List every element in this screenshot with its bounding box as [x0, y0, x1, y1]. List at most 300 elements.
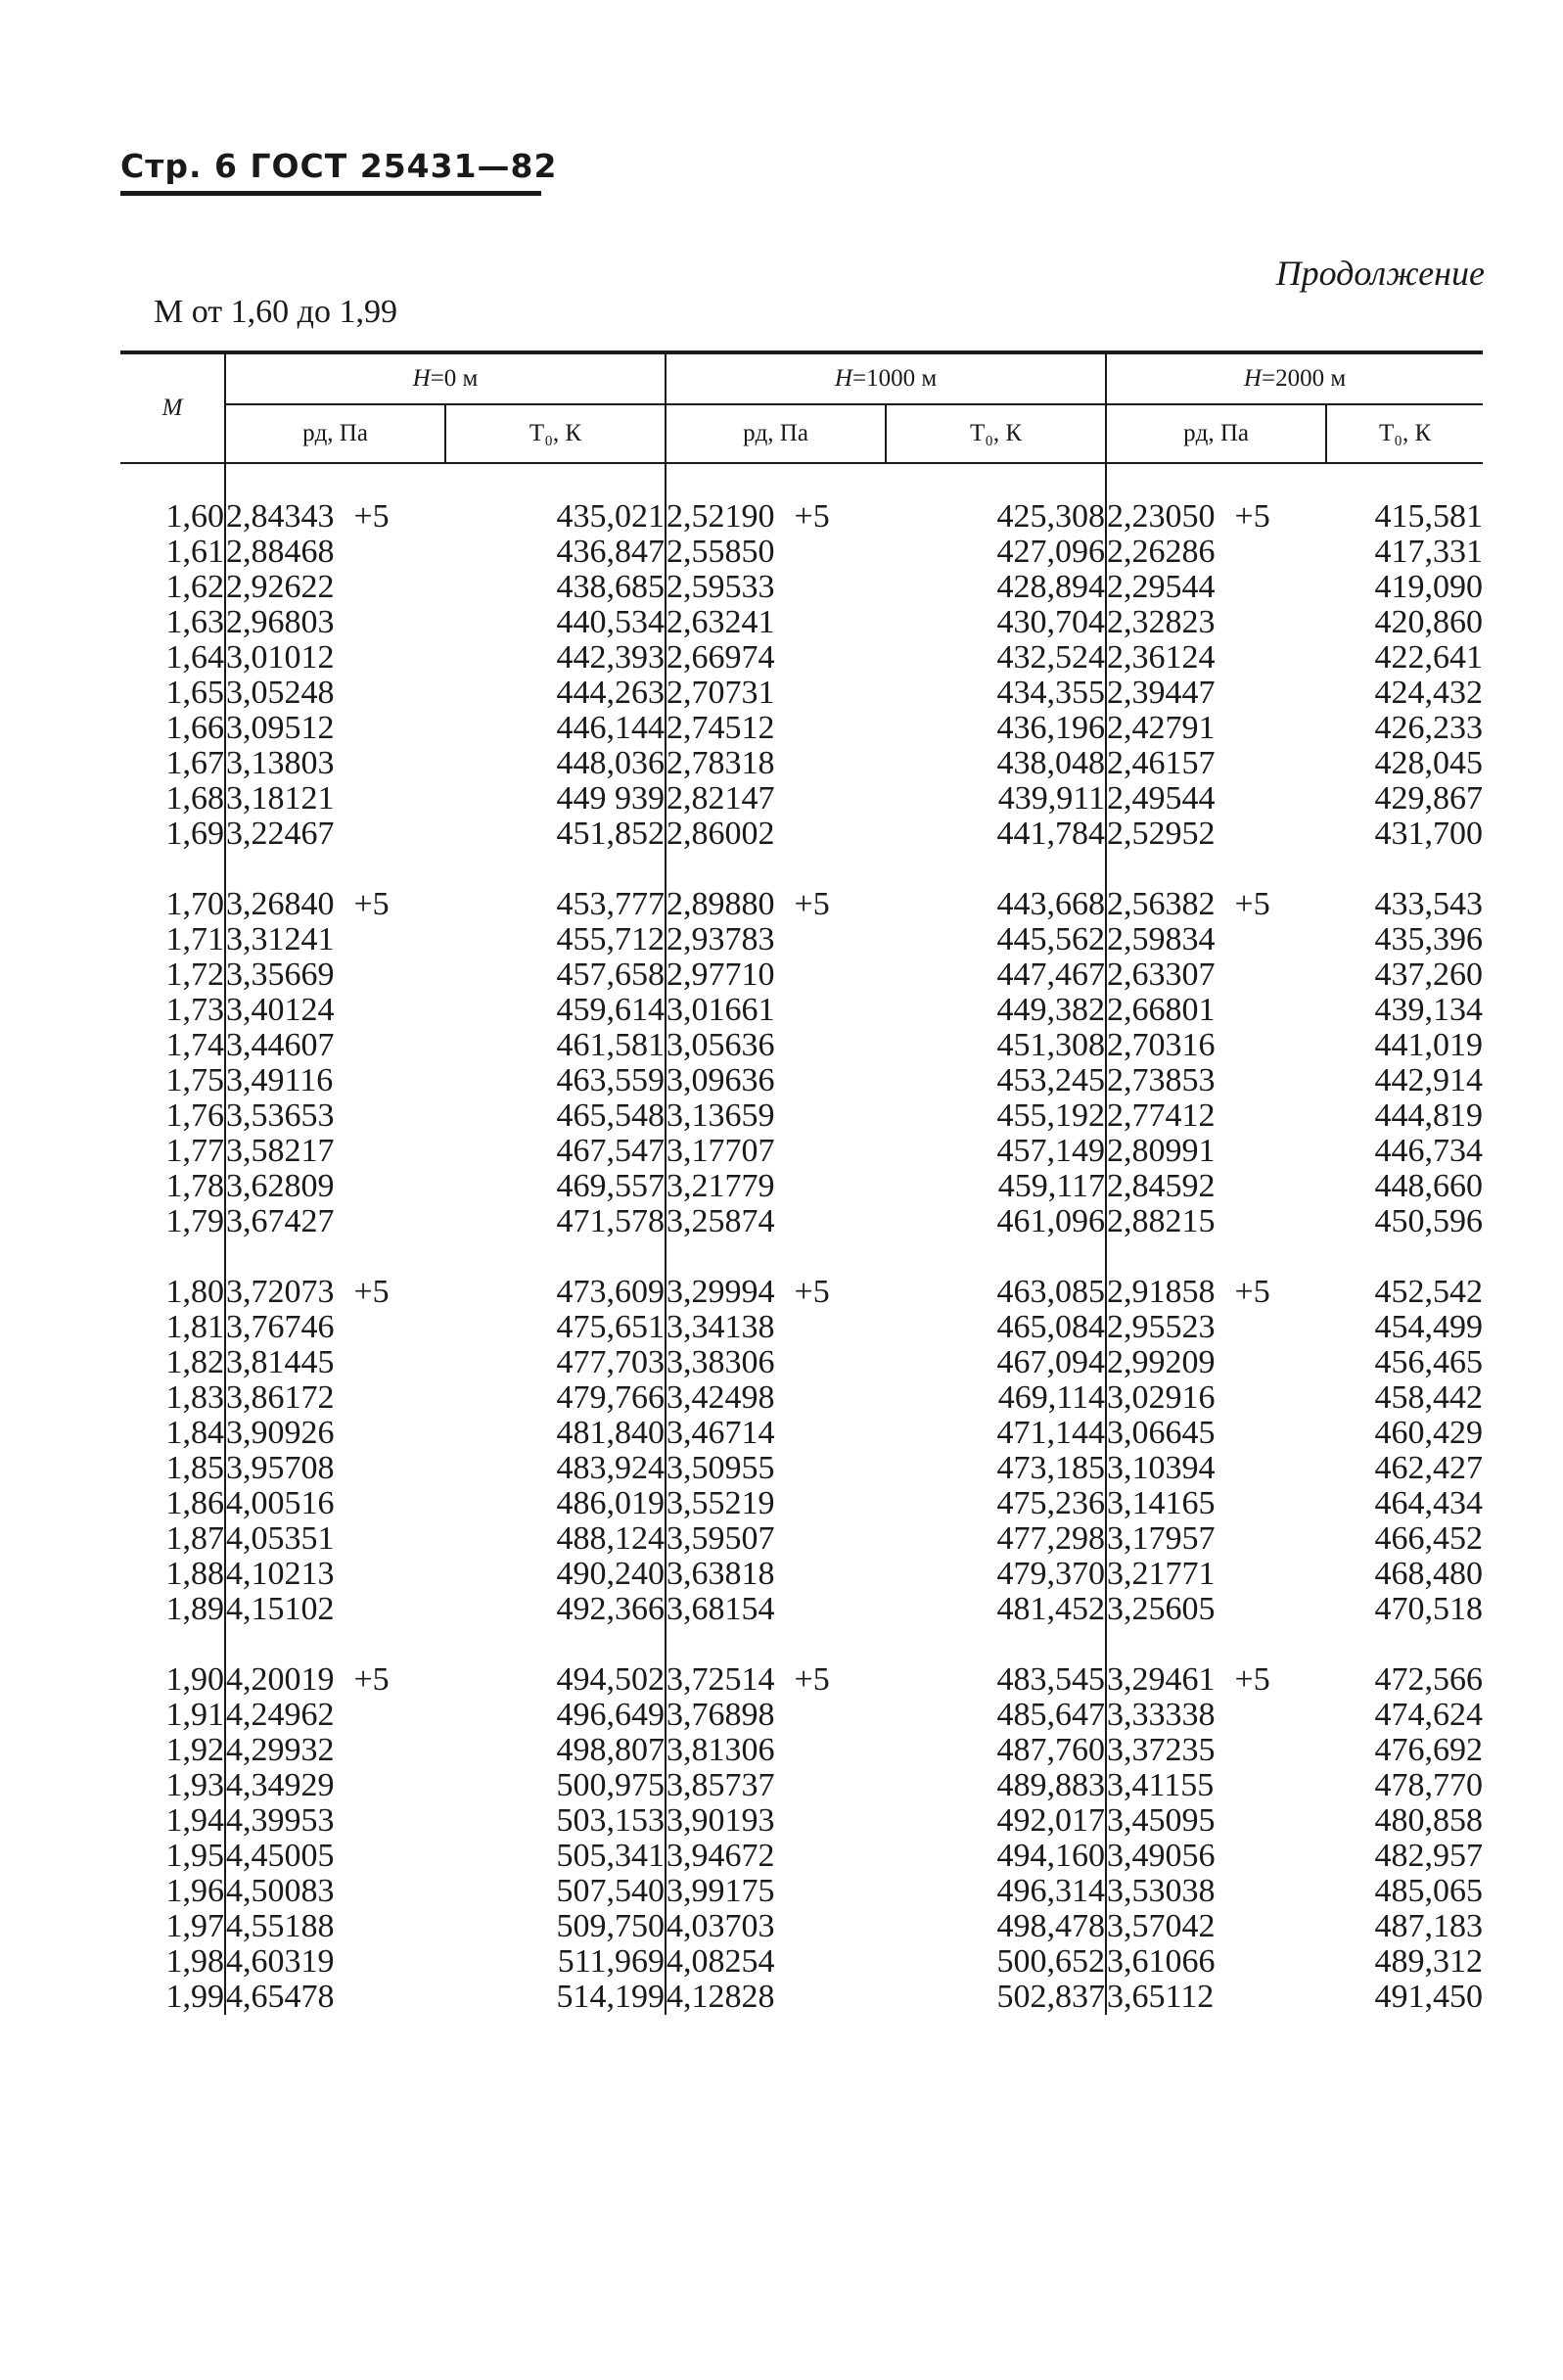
pressure-cell-h0	[225, 1698, 445, 1733]
spacer-cell	[886, 463, 1106, 499]
cell-value: 1,87	[165, 1520, 224, 1557]
temperature-cell-h2000	[1326, 1451, 1483, 1486]
cell-value: 3,05636	[667, 1027, 775, 1063]
temperature-cell-h2000	[1326, 640, 1483, 676]
cell-value: 436,847	[556, 534, 666, 570]
table-row	[120, 993, 1483, 1028]
page-header-text	[120, 147, 557, 185]
cell-value: 4,05351	[226, 1520, 335, 1557]
temperature-cell-h2000	[1326, 1134, 1483, 1169]
pressure-cell-h2000	[1106, 1733, 1326, 1768]
cell-value: 3,59507	[667, 1520, 775, 1557]
cell-value: 2,84592	[1107, 1168, 1216, 1204]
cell-value: 472,566	[1374, 1661, 1484, 1698]
cell-value: 1,86	[165, 1485, 224, 1521]
cell-value: 3,02916	[1107, 1379, 1216, 1416]
cell-value: 2,63241	[667, 604, 775, 640]
cell-value: 3,63818	[667, 1556, 775, 1592]
cell-value: 439,134	[1374, 992, 1484, 1028]
cell-value: 465,084	[996, 1309, 1106, 1345]
cell-value: 1,69	[165, 816, 224, 852]
temperature-cell-h2000	[1326, 711, 1483, 746]
cell-value: 1,67	[165, 745, 224, 781]
cell-value: 438,048	[996, 745, 1106, 781]
cell-value: 2,56382	[1107, 886, 1216, 922]
cell-value: 3,40124	[226, 992, 335, 1028]
temperature-cell-h0	[445, 1839, 666, 1874]
mach-cell	[120, 1768, 225, 1803]
cell-value: 2,95523	[1107, 1309, 1216, 1345]
pressure-cell-h2000	[1106, 1768, 1326, 1803]
temperature-cell-h1000	[886, 1909, 1106, 1944]
cell-value: 1,96	[165, 1873, 224, 1909]
cell-value: 479,370	[996, 1556, 1106, 1592]
pressure-cell-h2000	[1106, 1345, 1326, 1380]
cell-value: 464,434	[1374, 1485, 1484, 1521]
table-row	[120, 1592, 1483, 1627]
mach-cell	[120, 1839, 225, 1874]
temperature-cell-h1000	[886, 1380, 1106, 1416]
temperature-cell-h0	[445, 1521, 666, 1557]
group-label: =1000 м	[851, 365, 938, 392]
cell-value: 3,67427	[226, 1203, 335, 1239]
pressure-cell-h0	[225, 1451, 445, 1486]
cell-value: 3,18121	[226, 780, 335, 817]
mach-cell	[120, 1275, 225, 1310]
temperature-cell-h1000	[886, 1028, 1106, 1063]
cell-value: 491,450	[1374, 1979, 1484, 2015]
cell-value: 4,00516	[226, 1485, 335, 1521]
exponent-marker: +5	[353, 1661, 390, 1698]
cell-value: 1,91	[165, 1697, 224, 1733]
cell-value: 500,975	[556, 1767, 666, 1803]
cell-value: 3,95708	[226, 1450, 335, 1486]
cell-value: 3,46714	[667, 1415, 775, 1451]
pressure-cell-h1000	[666, 711, 886, 746]
temperature-cell-h1000	[886, 1063, 1106, 1098]
spacer-cell	[120, 1627, 225, 1662]
cell-value: 447,467	[996, 957, 1106, 993]
table-row	[120, 1768, 1483, 1803]
cell-value: 441,784	[996, 816, 1106, 852]
pressure-cell-h1000	[666, 640, 886, 676]
cell-value: 427,096	[996, 534, 1106, 570]
table-row	[120, 1451, 1483, 1486]
temperature-cell-h2000	[1326, 1874, 1483, 1909]
temperature-cell-h1000	[886, 1803, 1106, 1839]
cell-value: 468,480	[1374, 1556, 1484, 1592]
temperature-cell-h1000	[886, 1557, 1106, 1592]
pressure-cell-h1000	[666, 887, 886, 922]
cell-value: 2,92622	[226, 569, 335, 605]
temperature-cell-h0	[445, 1980, 666, 2015]
cell-value: 4,15102	[226, 1591, 335, 1627]
mach-cell	[120, 1980, 225, 2015]
temperature-cell-h0	[445, 1380, 666, 1416]
temperature-cell-h0	[445, 1662, 666, 1698]
pressure-cell-h0	[225, 1098, 445, 1134]
cell-value: 453,777	[556, 886, 666, 922]
cell-value: 436,196	[996, 710, 1106, 746]
pressure-cell-h0	[225, 676, 445, 711]
cell-value: 498,478	[996, 1908, 1106, 1944]
temperature-cell-h1000	[886, 1486, 1106, 1521]
table-row	[120, 1169, 1483, 1204]
exponent-marker: +5	[794, 886, 830, 922]
cell-value: 2,46157	[1107, 745, 1216, 781]
cell-value: 2,88215	[1107, 1203, 1216, 1239]
temperature-cell-h0	[445, 1063, 666, 1098]
pressure-cell-h0	[225, 1557, 445, 1592]
mach-cell	[120, 535, 225, 570]
cell-value: 442,393	[556, 639, 666, 676]
cell-value: 446,734	[1374, 1133, 1484, 1169]
cell-value: 420,860	[1374, 604, 1484, 640]
pressure-cell-h0	[225, 1803, 445, 1839]
table-body	[120, 463, 1483, 2015]
table-row	[120, 887, 1483, 922]
cell-value: 3,68154	[667, 1591, 775, 1627]
temperature-cell-h0	[445, 887, 666, 922]
cell-value: 489,883	[996, 1767, 1106, 1803]
mach-cell	[120, 1874, 225, 1909]
mach-cell	[120, 746, 225, 781]
temperature-cell-h0	[445, 1486, 666, 1521]
cell-value: 4,20019	[226, 1661, 335, 1698]
cell-value: 3,37235	[1107, 1732, 1216, 1768]
cell-value: 467,094	[996, 1344, 1106, 1380]
pressure-cell-h0	[225, 711, 445, 746]
temperature-cell-h0	[445, 570, 666, 605]
cell-value: 4,55188	[226, 1908, 335, 1944]
temperature-cell-h2000	[1326, 1980, 1483, 2015]
standard-number: ГОСТ 25431—82	[250, 147, 558, 185]
pressure-cell-h1000	[666, 781, 886, 817]
cell-value: 2,74512	[667, 710, 775, 746]
spacer-cell	[666, 463, 886, 499]
temperature-cell-h2000	[1326, 1768, 1483, 1803]
mach-cell	[120, 1698, 225, 1733]
pressure-cell-h1000	[666, 1733, 886, 1768]
pressure-cell-h0	[225, 1310, 445, 1345]
pressure-cell-h2000	[1106, 1380, 1326, 1416]
mach-cell	[120, 711, 225, 746]
cell-value: 460,429	[1374, 1415, 1484, 1451]
cell-value: 449 939	[556, 780, 666, 817]
cell-value: 455,712	[556, 921, 666, 957]
pressure-cell-h0	[225, 1733, 445, 1768]
cell-value: 470,518	[1374, 1591, 1484, 1627]
cell-value: 465,548	[556, 1097, 666, 1134]
pressure-cell-h2000	[1106, 605, 1326, 640]
pressure-cell-h1000	[666, 1134, 886, 1169]
cell-value: 1,98	[165, 1943, 224, 1980]
cell-value: 424,432	[1374, 675, 1484, 711]
temperature-cell-h1000	[886, 1416, 1106, 1451]
cell-value: 458,442	[1374, 1379, 1484, 1416]
cell-value: 2,77412	[1107, 1097, 1216, 1134]
cell-value: 2,49544	[1107, 780, 1216, 817]
temperature-cell-h0	[445, 1803, 666, 1839]
cell-value: 1,68	[165, 780, 224, 817]
pressure-cell-h0	[225, 1486, 445, 1521]
mach-cell	[120, 1592, 225, 1627]
pressure-cell-h2000	[1106, 676, 1326, 711]
cell-value: 3,53038	[1107, 1873, 1216, 1909]
temperature-cell-h0	[445, 957, 666, 993]
cell-value: 490,240	[556, 1556, 666, 1592]
cell-value: 482,957	[1374, 1838, 1484, 1874]
cell-value: 2,96803	[226, 604, 335, 640]
cell-value: 2,80991	[1107, 1133, 1216, 1169]
cell-value: 3,42498	[667, 1379, 775, 1416]
mach-cell	[120, 1345, 225, 1380]
spacer-cell	[886, 1239, 1106, 1275]
pressure-cell-h2000	[1106, 1416, 1326, 1451]
pressure-cell-h2000	[1106, 499, 1326, 535]
cell-value: 500,652	[996, 1943, 1106, 1980]
cell-value: 505,341	[556, 1838, 666, 1874]
temperature-cell-h0	[445, 993, 666, 1028]
cell-value: 2,36124	[1107, 639, 1216, 676]
temperature-cell-h0	[445, 499, 666, 535]
pressure-cell-h2000	[1106, 1451, 1326, 1486]
cell-value: 433,543	[1374, 886, 1484, 922]
mach-cell	[120, 1380, 225, 1416]
pressure-cell-h1000	[666, 535, 886, 570]
cell-value: 3,25605	[1107, 1591, 1216, 1627]
mach-cell	[120, 1521, 225, 1557]
temperature-cell-h1000	[886, 605, 1106, 640]
table-row	[120, 781, 1483, 817]
mach-cell	[120, 1944, 225, 1980]
pressure-cell-h0	[225, 1909, 445, 1944]
cell-value: 474,624	[1374, 1697, 1484, 1733]
temperature-cell-h2000	[1326, 570, 1483, 605]
spacer-cell	[445, 852, 666, 887]
cell-value: 1,85	[165, 1450, 224, 1486]
spacer-cell	[1326, 1239, 1483, 1275]
cell-value: 3,99175	[667, 1873, 775, 1909]
data-table	[120, 354, 1483, 2015]
cell-value: 1,80	[165, 1274, 224, 1310]
temperature-cell-h0	[445, 640, 666, 676]
cell-value: 1,64	[165, 639, 224, 676]
cell-value: 1,82	[165, 1344, 224, 1380]
cell-value: 463,085	[996, 1274, 1106, 1310]
cell-value: 471,144	[996, 1415, 1106, 1451]
cell-value: 2,42791	[1107, 710, 1216, 746]
pressure-cell-h1000	[666, 922, 886, 957]
temperature-cell-h0	[445, 1275, 666, 1310]
cell-value: 2,63307	[1107, 957, 1216, 993]
cell-value: 1,71	[165, 921, 224, 957]
cell-value: 3,45095	[1107, 1802, 1216, 1839]
temperature-cell-h1000	[886, 957, 1106, 993]
temperature-cell-h1000	[886, 746, 1106, 781]
pressure-cell-h0	[225, 640, 445, 676]
pressure-cell-h2000	[1106, 1839, 1326, 1874]
cell-value: 1,89	[165, 1591, 224, 1627]
cell-value: 3,14165	[1107, 1485, 1216, 1521]
cell-value: 451,852	[556, 816, 666, 852]
pressure-cell-h2000	[1106, 957, 1326, 993]
temperature-cell-h1000	[886, 817, 1106, 852]
temperature-cell-h0	[445, 1592, 666, 1627]
cell-value: 461,581	[556, 1027, 666, 1063]
pressure-cell-h1000	[666, 1592, 886, 1627]
mach-cell	[120, 887, 225, 922]
cell-value: 2,70316	[1107, 1027, 1216, 1063]
pressure-header-h2000: pд, Па	[1106, 404, 1326, 463]
pressure-cell-h0	[225, 1345, 445, 1380]
cell-value: 426,233	[1374, 710, 1484, 746]
pressure-cell-h1000	[666, 1275, 886, 1310]
cell-value: 422,641	[1374, 639, 1484, 676]
cell-value: 441,019	[1374, 1027, 1484, 1063]
temperature-cell-h1000	[886, 1839, 1106, 1874]
block-spacer	[120, 1239, 1483, 1275]
spacer-cell	[1106, 1239, 1326, 1275]
pressure-cell-h2000	[1106, 1169, 1326, 1204]
pressure-cell-h0	[225, 1134, 445, 1169]
cell-value: 2,66801	[1107, 992, 1216, 1028]
temperature-cell-h1000	[886, 1733, 1106, 1768]
cell-value: 448,036	[556, 745, 666, 781]
cell-value: 483,545	[996, 1661, 1106, 1698]
cell-value: 448,660	[1374, 1168, 1484, 1204]
exponent-marker: +5	[1234, 886, 1270, 922]
cell-value: 3,26840	[226, 886, 335, 922]
pressure-cell-h2000	[1106, 1063, 1326, 1098]
cell-value: 3,72073	[226, 1274, 335, 1310]
mach-cell	[120, 781, 225, 817]
cell-value: 1,72	[165, 957, 224, 993]
temperature-cell-h1000	[886, 781, 1106, 817]
temperature-cell-h0	[445, 1451, 666, 1486]
pressure-cell-h1000	[666, 1204, 886, 1239]
cell-value: 451,308	[996, 1027, 1106, 1063]
cell-value: 467,547	[556, 1133, 666, 1169]
cell-value: 432,524	[996, 639, 1106, 676]
pressure-cell-h0	[225, 570, 445, 605]
temperature-cell-h0	[445, 1204, 666, 1239]
pressure-cell-h1000	[666, 1169, 886, 1204]
block-spacer	[120, 1627, 1483, 1662]
cell-value: 514,199	[556, 1979, 666, 2015]
spacer-cell	[1106, 463, 1326, 499]
cell-value: 2,55850	[667, 534, 775, 570]
pressure-cell-h1000	[666, 1098, 886, 1134]
temperature-cell-h0	[445, 1768, 666, 1803]
table-row	[120, 817, 1483, 852]
temperature-cell-h0	[445, 1028, 666, 1063]
cell-value: 481,840	[556, 1415, 666, 1451]
temperature-cell-h0	[445, 746, 666, 781]
pressure-cell-h1000	[666, 499, 886, 535]
cell-value: 1,70	[165, 886, 224, 922]
temperature-cell-h1000	[886, 711, 1106, 746]
mach-cell	[120, 499, 225, 535]
pressure-cell-h0	[225, 1028, 445, 1063]
table-row	[120, 1275, 1483, 1310]
cell-value: 1,79	[165, 1203, 224, 1239]
temperature-cell-h0	[445, 1909, 666, 1944]
pressure-cell-h1000	[666, 1944, 886, 1980]
cell-value: 3,86172	[226, 1379, 335, 1416]
mach-cell	[120, 605, 225, 640]
h-symbol: H	[412, 365, 431, 392]
mach-cell	[120, 1416, 225, 1451]
spacer-cell	[666, 1239, 886, 1275]
cell-value: 471,578	[556, 1203, 666, 1239]
pressure-cell-h0	[225, 605, 445, 640]
temperature-cell-h2000	[1326, 1380, 1483, 1416]
cell-value: 1,75	[165, 1062, 224, 1098]
pressure-cell-h1000	[666, 993, 886, 1028]
cell-value: 1,63	[165, 604, 224, 640]
cell-value: 435,021	[556, 498, 666, 535]
cell-value: 3,85737	[667, 1767, 775, 1803]
table-row	[120, 1662, 1483, 1698]
cell-value: 3,17957	[1107, 1520, 1216, 1557]
cell-value: 2,88468	[226, 534, 335, 570]
temperature-cell-h1000	[886, 1098, 1106, 1134]
temperature-cell-h0	[445, 817, 666, 852]
pressure-cell-h1000	[666, 1028, 886, 1063]
cell-value: 438,685	[556, 569, 666, 605]
temperature-cell-h0	[445, 605, 666, 640]
temperature-cell-h2000	[1326, 922, 1483, 957]
cell-value: 459,614	[556, 992, 666, 1028]
cell-value: 473,609	[556, 1274, 666, 1310]
cell-value: 3,58217	[226, 1133, 335, 1169]
pressure-cell-h0	[225, 1521, 445, 1557]
cell-value: 4,08254	[667, 1943, 775, 1980]
cell-value: 430,704	[996, 604, 1106, 640]
temperature-cell-h2000	[1326, 1592, 1483, 1627]
mach-cell	[120, 1134, 225, 1169]
cell-value: 487,760	[996, 1732, 1106, 1768]
cell-value: 2,82147	[667, 780, 775, 817]
temperature-cell-h1000	[886, 1275, 1106, 1310]
temperature-cell-h0	[445, 1345, 666, 1380]
pressure-cell-h2000	[1106, 1310, 1326, 1345]
spacer-cell	[666, 1627, 886, 1662]
temperature-header-h0: T₀, К	[445, 404, 666, 463]
pressure-cell-h0	[225, 1416, 445, 1451]
cell-value: 2,29544	[1107, 569, 1216, 605]
exponent-marker: +5	[353, 1274, 390, 1310]
temperature-cell-h1000	[886, 1134, 1106, 1169]
cell-value: 2,52190	[667, 498, 775, 535]
cell-value: 1,94	[165, 1802, 224, 1839]
pressure-header-h1000: pд, Па	[666, 404, 886, 463]
cell-value: 3,50955	[667, 1450, 775, 1486]
mach-cell	[120, 1063, 225, 1098]
temperature-cell-h2000	[1326, 1839, 1483, 1874]
pressure-header-h0: pд, Па	[225, 404, 445, 463]
cell-value: 3,10394	[1107, 1450, 1216, 1486]
h-symbol: H	[1243, 365, 1262, 392]
cell-value: 443,668	[996, 886, 1106, 922]
pressure-cell-h2000	[1106, 1028, 1326, 1063]
table-row	[120, 535, 1483, 570]
cell-value: 1,73	[165, 992, 224, 1028]
pressure-cell-h0	[225, 1662, 445, 1698]
temperature-header-h2000: T₀, К	[1326, 404, 1483, 463]
pressure-cell-h2000	[1106, 1275, 1326, 1310]
